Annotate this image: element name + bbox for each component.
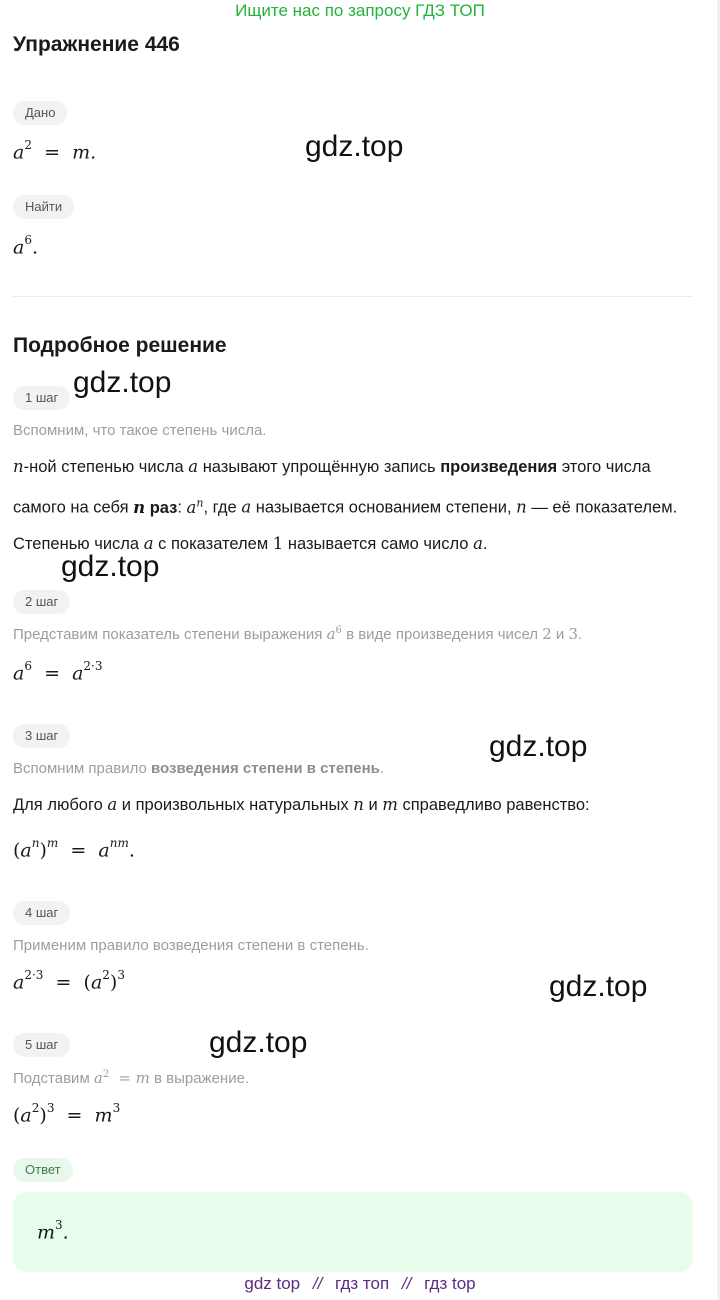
- step-4-expression: $a^{2\cdot 3} = (a^2)^3$: [13, 968, 125, 994]
- page-title: Упражнение 446: [13, 33, 180, 56]
- step-1-text: n-ной степенью числа a называют упрощённую запись произведения этого числа самого на себя n раз: $a^n$, где a называется основанием степени, n — её показателем. Степенью числа a с показателем 1 называется само число a.: [13, 457, 678, 553]
- footer-links: [0, 1274, 720, 1294]
- step-4-hint: Применим правило возведения степени в степень.: [13, 937, 369, 954]
- footer-link[interactable]: gdz top: [244, 1274, 301, 1293]
- footer-separator: //: [312, 1274, 323, 1293]
- answer-expression: $m^3$.: [37, 1218, 69, 1244]
- watermark: gdz.top: [305, 130, 404, 163]
- step-5-expression: $(a^2)^3 = m^3$: [13, 1101, 121, 1127]
- watermark: gdz.top: [73, 366, 172, 399]
- watermark: gdz.top: [549, 970, 648, 1003]
- step-1-chip: 1 шаг: [13, 386, 70, 410]
- footer-separator: //: [401, 1274, 412, 1293]
- watermark: gdz.top: [489, 730, 588, 763]
- watermark: gdz.top: [61, 550, 160, 583]
- find-chip: Найти: [13, 195, 74, 219]
- given-chip: Дано: [13, 101, 67, 125]
- step-1-hint: Вспомним, что такое степень числа.: [13, 422, 267, 439]
- step-5-chip: 5 шаг: [13, 1033, 70, 1057]
- section-divider: [13, 296, 693, 297]
- solution-title: Подробное решение: [13, 334, 227, 357]
- step-2-expression: $a^6 = a^{2\cdot 3}$: [13, 659, 103, 685]
- step-3-text: Для любого a и произвольных натуральных n и m справедливо равенство:: [13, 795, 590, 814]
- top-banner[interactable]: Ищите нас по запросу ГДЗ ТОП: [235, 1, 485, 20]
- step-2-hint: Представим показатель степени выражения $a^6$ в виде произведения чисел 2 и 3.: [13, 625, 583, 643]
- step-3-chip: 3 шаг: [13, 724, 70, 748]
- step-3-expression: $(a^n)^m = a^{nm}$.: [13, 836, 135, 862]
- given-expression: $a^2 = m$.: [13, 138, 97, 164]
- step-2-chip: 2 шаг: [13, 590, 70, 614]
- watermark: gdz.top: [209, 1026, 308, 1059]
- find-expression: $a^6$.: [13, 233, 39, 259]
- footer-link[interactable]: гдз top: [424, 1274, 476, 1293]
- footer-link[interactable]: гдз топ: [335, 1274, 390, 1293]
- answer-chip: Ответ: [13, 1158, 73, 1182]
- step-5-hint: Подставим $a^2 = m$ в выражение.: [13, 1069, 250, 1087]
- answer-box: [13, 1192, 693, 1272]
- step-4-chip: 4 шаг: [13, 901, 70, 925]
- step-3-hint: Вспомним правило возведения степени в степень.: [13, 760, 385, 777]
